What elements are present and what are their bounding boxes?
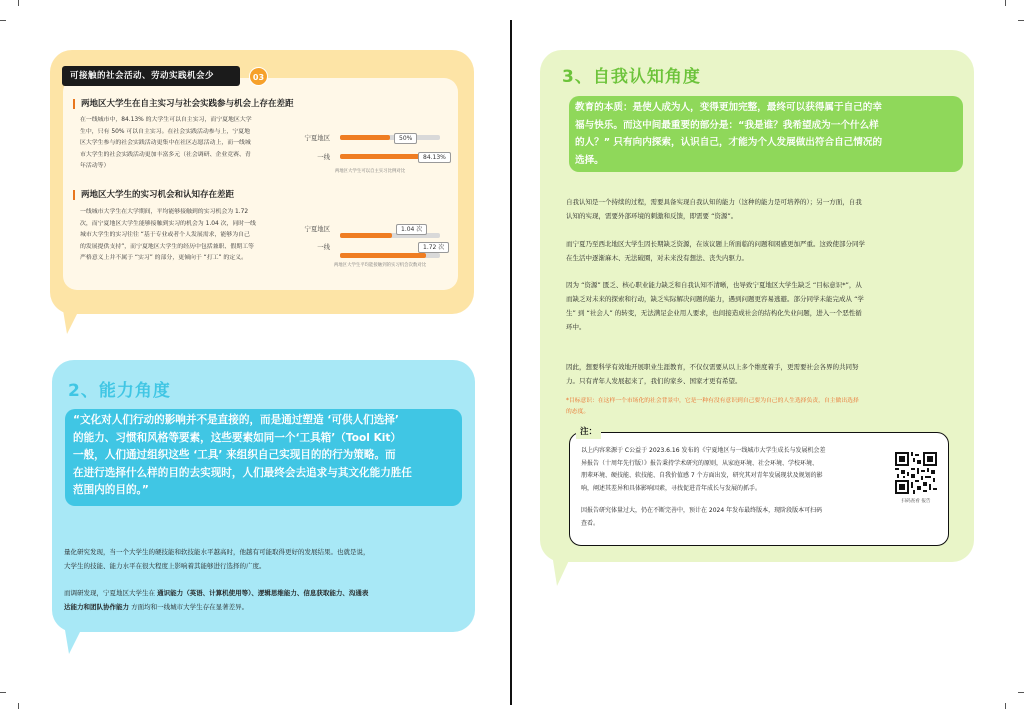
- quote-line: 选择。: [575, 154, 604, 166]
- text-line: 的发展提供支持”，而宁夏地区大学生的经历中包括兼职、假期工等: [80, 243, 254, 250]
- chart-a-caption: 两地区大学生可以自主实习比例对比: [334, 169, 406, 174]
- quote-line: 的能力、习惯和风格等要素，这些要素如同一个‘工具箱’（Tool Kit）: [73, 431, 402, 444]
- quote-line: “文化对人们行动的影响并不是直接的，而是通过塑造 ‘可供人们选择’: [73, 414, 399, 426]
- chart-b-label-tier1: 一线: [317, 243, 330, 251]
- goal-awareness-footnote: [566, 396, 954, 418]
- text-line: 年活动等）: [80, 163, 110, 170]
- bold-text: 达能力和团队协作能力: [64, 603, 129, 611]
- crop-mark: [1005, 0, 1006, 6]
- text-line: 大学生的技能、能力水平在很大程度上影响着其能够进行选择的广度。: [64, 562, 266, 570]
- speech-tail: [552, 554, 572, 586]
- text-line: 的态度。: [566, 409, 590, 415]
- crop-mark: [1018, 692, 1024, 693]
- text-line: 在生活中逐渐麻木、无法破圈，对未来没有想法、丧失内驱力。: [566, 254, 748, 262]
- report-qr-code[interactable]: [895, 452, 937, 494]
- crop-mark: [18, 0, 19, 6]
- text-span: 方面均和一线城市大学生存在显著差异。: [129, 603, 249, 611]
- chart-a-label-tier1: 一线: [317, 153, 330, 161]
- text-line: 市大学生的社会实践活动更加丰富多元（社会调研、企业竞赛、青: [80, 151, 251, 158]
- quote-line: 在进行选择什么样的目的去实现时，人们最终会去追求与其文化能力胜任: [73, 466, 412, 479]
- subheading-self-internship: 两地区大学生在自主实习与社会实践参与机会上存在差距: [73, 99, 294, 109]
- chart-a-bar-tier1: [340, 154, 424, 159]
- text-line: 在一线城市中，84.13% 的大学生可以自主实习，而宁夏地区大学: [80, 117, 252, 123]
- panel-tab-number: 03: [249, 67, 268, 86]
- quote-line: 范围内的目的。”: [73, 484, 149, 496]
- education-quote: [569, 96, 963, 172]
- text-line: 以上内容来源于 C公益于 2023.6.16 发布的《宁夏地区与一线城市大学生成长与发展机会差: [581, 447, 826, 454]
- swidler-quote: [65, 409, 462, 506]
- chart-b-bar-tier1: [340, 253, 426, 258]
- speech-tail: [62, 304, 82, 334]
- chart-a-bar-ningxia: [340, 135, 390, 140]
- text-line: 量化研究发现，当一个大学生的硬技能和软技能水平越高时，他越有可能取得更好的发展结果。也就是说，: [64, 548, 370, 556]
- chart-a-label-ningxia: 宁夏地区: [304, 134, 330, 142]
- quote-line: 一般，人们通过组织这些 ‘工具’ 来组织自己实现目的的行为策略。而: [73, 449, 396, 461]
- chart-b-value-ningxia: 1.04 次: [396, 224, 427, 235]
- text-line: 一线城市大学生在大学期间，平均能够接触到的实习机会为 1.72: [80, 209, 249, 215]
- text-line: 自我认知是一个持续的过程，需要具备实现自我认知的能力（这种的能力是可培养的）；另一方面，自我: [566, 198, 862, 206]
- text-line: 城市大学生的实习往往 “基于专业或者个人发展需求，能够为自己: [80, 232, 250, 239]
- text-line: 生中，只有 50% 可以自主实习。在社会实践活动参与上，宁夏地: [80, 128, 250, 135]
- quote-line: 教育的本质：是使人成为人，变得更加完整，最终可以获得属于自己的幸: [575, 102, 882, 113]
- text-line: 因此，想要科学有效地开展职业生涯教育，不仅仅需要从以上多个维度着手，更需要社会各界的共同努: [566, 363, 859, 371]
- quote-line: 福与快乐。而这中间最重要的部分是：“我是谁？我希望成为一个什么样: [575, 119, 879, 131]
- ability-paragraph-1: [64, 545, 464, 573]
- report-status-paragraph: [581, 505, 884, 530]
- chart-b-value-tier1: 1.72 次: [418, 242, 449, 253]
- text-line: 严格意义上并不属于 “实习” 的部分，更倾向于 “打工” 的定义。: [80, 255, 247, 262]
- text-line: 异报告（十周年先行版）》报告秉持学术研究的原则，从家庭环境、社会环境、学校环境、: [581, 459, 819, 467]
- crop-mark: [1018, 20, 1024, 21]
- section-heading-self-awareness: 3、自我认知角度: [562, 67, 701, 87]
- crop-mark: [1005, 703, 1006, 709]
- text-line: 因报告研究体量过大，仍在不断完善中，预计在 2024 年发布最终版本，现阶段版本可扫码: [581, 507, 823, 514]
- self-awareness-paragraph-4: [566, 360, 961, 388]
- chart-b-caption: 两地区大学生平均能接触到的实习机会次数对比: [333, 263, 427, 268]
- text-span: 而调研发现，宁夏地区大学生在: [64, 589, 158, 597]
- section-heading-ability: 2、能力角度: [68, 381, 171, 401]
- self-awareness-paragraph-3: [566, 278, 961, 334]
- bold-text: 通识能力（英语、计算机使用等）、逻辑思维能力、信息获取能力、沟通表: [157, 589, 369, 597]
- text-line: 朋辈环境、硬技能、软技能、自我价值感 7 个方面出发，研究其对青年发展现状及规划的影: [581, 472, 823, 480]
- text-line: 区大学生参与的社会实践活动更集中在社区志愿活动上，而一线城: [80, 140, 251, 147]
- quote-line: 的人？” 只有向内探索，认识自己，才能为个人发展做出符合自己情况的: [575, 137, 883, 148]
- crop-mark: [18, 703, 19, 709]
- panel-tab-title: 可接触的社会活动、劳动实践机会少: [62, 66, 240, 86]
- text-line: 认知的实现，需要外部环境的刺激和反馈，即需要 “资源”。: [566, 212, 738, 220]
- source-note-paragraph: [581, 445, 884, 495]
- text-line: 力。只有青年人发展起来了，我们的家乡、国家才更有希望。: [566, 377, 742, 385]
- self-awareness-paragraph-1: [566, 195, 961, 223]
- text-line: 而缺乏对未来的探索和行动，缺乏实际解决问题的能力，遇到问题更容易逃避。部分同学未能完成从 “学: [566, 295, 864, 303]
- crop-mark: [0, 20, 6, 21]
- qr-caption: 扫码查看 报告: [901, 499, 931, 504]
- chart-a-value-tier1: 84.13%: [418, 152, 451, 163]
- text-line: 生” 到 “社会人” 的转变，无法满足企业用人要求，也间接造成社会的结构化失业问题，进入一个恶性循: [566, 309, 862, 317]
- text-line: 查看。: [581, 519, 600, 527]
- chart-b-label-ningxia: 宁夏地区: [304, 225, 330, 233]
- ability-paragraph-2: [64, 586, 464, 614]
- text-line: 响，阐述其差异和具体影响因素，寻找促进青年成长与发展的抓手。: [581, 484, 762, 492]
- self-awareness-paragraph-2: [566, 237, 961, 265]
- crop-mark: [0, 692, 6, 693]
- text-line: *目标意识：在这样一个市场化的社会背景中，它是一种有没有意识到自己要为自己的人生选择负责，自主做出选择: [566, 398, 859, 404]
- text-line: 次，而宁夏地区大学生能够接触到实习的机会为 1.04 次，同时一线: [80, 220, 256, 227]
- paragraph-self-internship: [80, 115, 292, 173]
- text-line: 环中。: [566, 323, 586, 331]
- text-line: 因为 “资源” 匮乏、核心职业能力缺乏和自我认知不清晰，也导致宁夏地区大学生缺乏 “目标意识*”，从: [566, 281, 862, 289]
- note-label: 注：: [576, 425, 601, 439]
- subheading-internship-gap: 两地区大学生的实习机会和认知存在差距: [73, 190, 234, 200]
- paragraph-internship-gap: [80, 207, 292, 265]
- speech-tail: [64, 624, 84, 654]
- chart-a-value-ningxia: 50%: [394, 133, 417, 144]
- page-spine: [510, 20, 512, 705]
- chart-b-bar-ningxia: [340, 233, 392, 238]
- text-line: 而宁夏乃至西北地区大学生因长期缺乏资源，在该议题上所面临的问题和困感更加严重。这致使部分同学: [566, 240, 865, 248]
